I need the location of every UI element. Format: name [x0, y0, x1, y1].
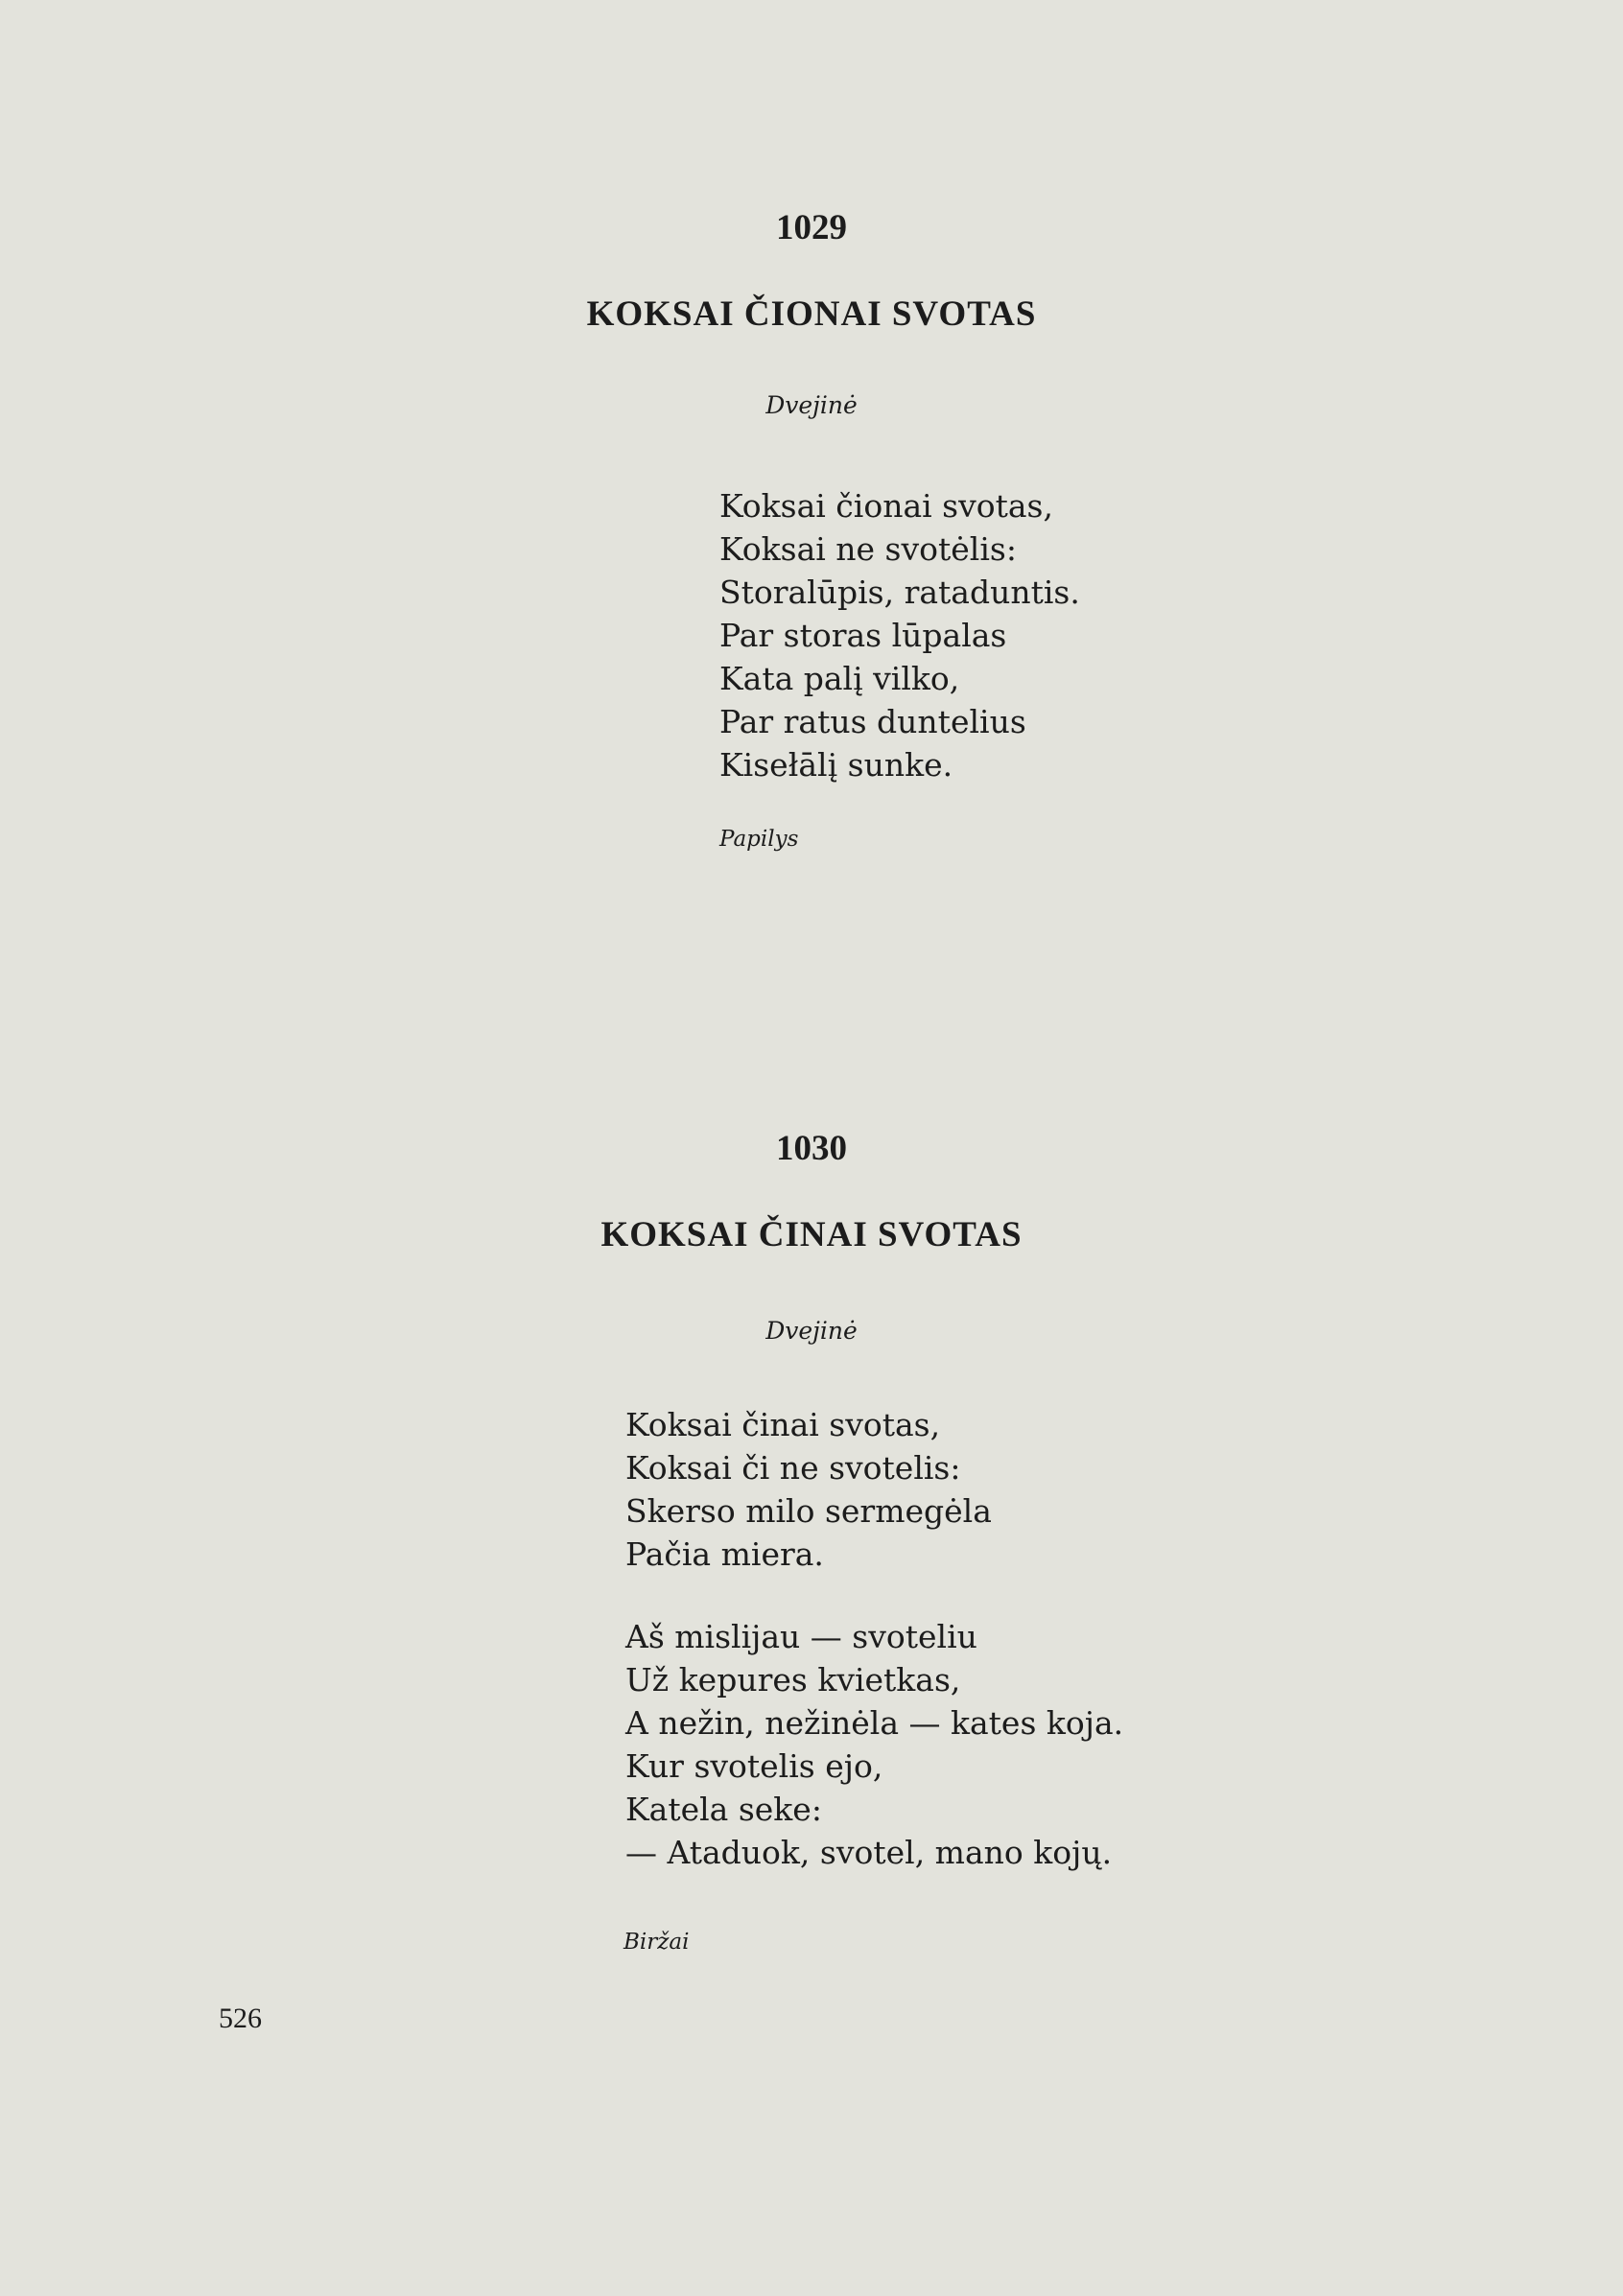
verse-line: Koksai či ne svotelis:	[625, 1449, 961, 1487]
stanza	[625, 1403, 1123, 1576]
verse-line: Koksai čionai svotas,	[719, 487, 1053, 525]
verse-line: Koksai ne svotėlis:	[719, 530, 1017, 568]
verse-line: Skerso milo sermegėla	[625, 1492, 992, 1530]
verse-line: Kisełālį sunke.	[719, 746, 953, 784]
page-number: 526	[219, 2003, 262, 2034]
stanza	[625, 1615, 1123, 1874]
verse-line: Kur svotelis ejo,	[625, 1747, 883, 1785]
song-genre: Dvejinė	[765, 391, 858, 419]
verse-line: Katela seke:	[625, 1791, 822, 1828]
verse-line: Už kepures kvietkas,	[625, 1661, 961, 1699]
song-number: 1030	[776, 1129, 847, 1168]
verse-line: Kata palį vilko,	[719, 660, 960, 697]
verse-line: Koksai činai svotas,	[625, 1406, 941, 1443]
place-of-recording: Biržai	[623, 1930, 690, 1955]
song-title: KOKSAI ČINAI SVOTAS	[600, 1215, 1023, 1254]
verse-line: Par ratus duntelius	[719, 703, 1026, 740]
place-of-recording: Papilys	[719, 827, 799, 852]
song-verse	[719, 484, 1080, 786]
stanza	[719, 484, 1080, 786]
verse-line: Aš mislijau — svoteliu	[625, 1618, 977, 1655]
verse-line: — Ataduok, svotel, mano kojų.	[625, 1834, 1113, 1871]
verse-line: Pačia miera.	[625, 1535, 824, 1573]
song-verse	[625, 1403, 1123, 1874]
verse-line: Par storas lūpalas	[719, 617, 1007, 654]
song-number: 1029	[776, 208, 847, 247]
song-title: KOKSAI ČIONAI SVOTAS	[586, 294, 1037, 334]
song-genre: Dvejinė	[765, 1317, 858, 1345]
verse-line: A nežin, nežinėla — kates koja.	[625, 1704, 1124, 1742]
verse-line: Storalūpis, rataduntis.	[719, 574, 1080, 611]
